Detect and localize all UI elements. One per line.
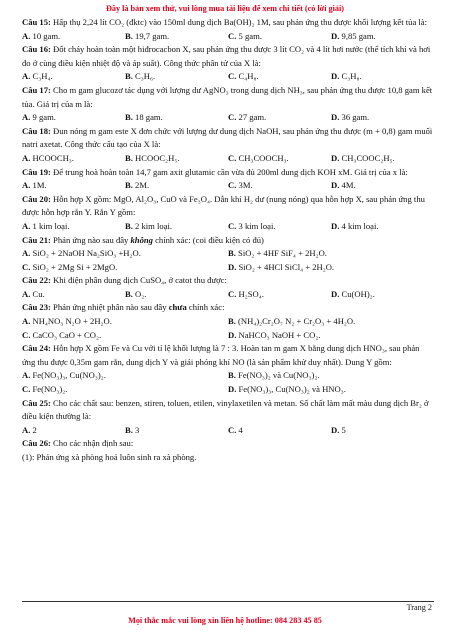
option-c: C. Fe(NO₃)₂.	[22, 384, 68, 395]
options-row	[22, 179, 434, 193]
options-row	[22, 247, 434, 261]
option-b: B. (NH₄)₂Cr₂O₇ N₂ + Cr₂O₃ + 4H₂O.	[228, 316, 356, 327]
option-b: B. HCOOC₂H₅.	[125, 152, 180, 163]
option-b: B. 2 kim loại.	[125, 220, 173, 231]
option-d: D. 36 gam.	[331, 112, 370, 123]
question-16	[22, 43, 434, 70]
options-row	[22, 220, 434, 234]
question-number: Câu 15:	[22, 17, 51, 27]
question-number: Câu 21:	[22, 234, 51, 245]
option-d: D. SiO₂ + 4HCl SiCl₄ + 2H₂O.	[228, 261, 335, 272]
question-number: Câu 16:	[22, 44, 51, 55]
emphasis-word: chưa	[168, 302, 187, 313]
question-number: Câu 26:	[22, 438, 51, 449]
document-body	[22, 16, 434, 465]
page-number: Trang 2	[406, 603, 432, 612]
options-row	[22, 329, 434, 343]
question-21: Câu 21: Phản ứng nào sau đây không chính xác: (coi điều kiện có đủ)	[22, 234, 264, 245]
options-row	[22, 424, 434, 438]
option-a: A. Cu.	[22, 288, 45, 299]
question-text: Hỗn hợp X gồm: MgO, Al₂O₃, CuO và Fe₃O₄. Dẫn khí H₂ dư (nung nóng) qua hỗn hợp X, sau phản ứng thu được hỗn hợp rắn Y. Rắn Y gồm:	[22, 193, 425, 218]
option-b: B. O₂.	[125, 288, 147, 299]
footer-banner: Mọi thắc mắc vui lòng xin liên hệ hotline: 084 283 45 85	[128, 616, 322, 625]
option-a: A. C₃H₄.	[22, 71, 53, 82]
option-a: A. NH₄NO₃ N₂O + 2H₂O.	[22, 316, 112, 327]
footer-divider	[22, 601, 434, 602]
option-d: D. C₃H₈.	[331, 71, 362, 82]
question-text: Cho các nhận định sau:	[53, 438, 134, 449]
option-c: C. SiO₂ + 2Mg Si + 2MgO.	[22, 261, 118, 272]
option-c: C. 27 gam.	[228, 112, 267, 123]
option-c: C. 4	[228, 424, 243, 435]
question-text: Đun nóng m gam este X đơn chức với lượng dư dung dịch NaOH, sau phản ứng thu được (m + 0,8) gam muối natri axetat. Công thức cấu tạo của X là:	[22, 125, 433, 150]
options-row	[22, 261, 434, 275]
option-c: C. CaCO₃ CaO + CO₂.	[22, 329, 102, 340]
option-b: B. 3	[125, 424, 140, 435]
option-a: A. 10 gam.	[22, 30, 61, 41]
options-row	[22, 288, 434, 302]
header-banner: Đây là bản xem thử, vui lòng mua tài liệu để xem chi tiết (có lời giải)	[105, 4, 344, 13]
question-number: Câu 20:	[22, 193, 51, 204]
question-text: Cho m gam glucozơ tác dụng với lượng dư AgNO₃ trong dung dịch NH₃, sau phản ứng thu được 10,8 gam kết tủa. Giá trị của m là:	[22, 84, 433, 109]
question-18	[22, 125, 434, 152]
option-b: B. C₃H₆.	[125, 71, 156, 82]
question-number: Câu 22:	[22, 275, 51, 286]
question-text: Đốt cháy hoàn toàn một hiđrocacbon X, sau phản ứng thu được 3 lít CO₂ và 4 lít hơi nước (thể tích khí và hơi đo ở cùng điều kiện nhiệt độ và áp suất). Công thức phân tử của X là:	[22, 44, 431, 68]
question-number: Câu 19:	[22, 166, 51, 177]
options-row	[22, 70, 434, 84]
option-c: C. H₂SO₄.	[228, 288, 264, 299]
options-row	[22, 369, 434, 383]
option-d: D. Fe(NO₃)₃, Cu(NO₃)₂ và HNO₃.	[228, 384, 346, 395]
question-text: Để trung hoà hoàn toàn 14,7 gam axit glutamic cần vừa đủ 200ml dung dịch KOH xM. Giá trị của x là:	[53, 166, 408, 177]
question-text: Hấp thụ 2,24 lít CO₂ (đktc) vào 150ml dung dịch Ba(OH)₂ 1M, sau phản ứng thu được khối lượng kết tủa là:	[53, 17, 427, 27]
option-c: C. 3 kim loại.	[228, 220, 276, 231]
option-d: D. 9,85 gam.	[331, 30, 376, 41]
question-25	[22, 397, 434, 424]
options-row	[22, 315, 434, 329]
question-22	[22, 274, 434, 288]
option-a: A. SiO₂ + 2NaOH Na₂SiO₃ +H₂O.	[22, 248, 141, 259]
option-a: A. 9 gam.	[22, 112, 56, 123]
option-a: A. Fe(NO₃)₃, Cu(NO₃)₂.	[22, 370, 106, 381]
question-26	[22, 437, 434, 451]
option-a: A. 2	[22, 424, 37, 435]
option-b: B. 19,7 gam.	[125, 30, 170, 41]
options-row	[22, 111, 434, 125]
option-b: B. 2M.	[125, 180, 150, 191]
question-23: Câu 23: Phản ứng nhiệt phân nào sau đây chưa chính xác:	[22, 302, 225, 313]
option-c: C. CH₃COOCH₃.	[228, 152, 289, 163]
question-number: Câu 17:	[22, 84, 51, 95]
question-number: Câu 24:	[22, 343, 51, 354]
options-row	[22, 383, 434, 397]
option-b: B. 18 gam.	[125, 112, 163, 123]
option-d: D. 4M.	[331, 180, 356, 191]
emphasis-word: không	[130, 234, 153, 245]
question-15	[22, 16, 434, 30]
option-a: A. HCOOCH₃.	[22, 152, 74, 163]
question-number: Câu 18:	[22, 125, 51, 136]
option-d: D. 5	[331, 424, 346, 435]
option-c: C. 3M.	[228, 180, 253, 191]
question-text: Khi điện phân dung dịch CuSO₄, ở catot thu được:	[53, 275, 227, 286]
option-d: D. NaHCO₃ NaOH + CO₂.	[228, 329, 321, 340]
option-a: A. 1M.	[22, 180, 47, 191]
question-number: Câu 25:	[22, 397, 51, 408]
option-d: D. CH₃COOC₂H₅.	[331, 152, 395, 163]
statement-item: (1): Phản ứng xà phòng hoá luôn sinh ra xà phòng.	[22, 452, 197, 462]
question-text: Hỗn hợp X gồm Fe và Cu với tỉ lệ khối lượng là 7 : 3. Hoàn tan m gam X bằng dung dịch HNO₃, sau phản ứng thu được 0,35m gam rắn, dung dịch Y và giải phóng khí NO (là sản phẩm khử duy nhất). Dung Y gồm:	[22, 343, 420, 367]
option-d: D. Cu(OH)₂.	[331, 288, 375, 299]
options-row	[22, 30, 434, 44]
option-d: D. 4 kim loại.	[331, 220, 379, 231]
option-b: B. Fe(NO₃)₂ và Cu(NO₃)₂.	[228, 370, 320, 381]
question-number: Câu 23:	[22, 302, 51, 313]
question-24	[22, 342, 434, 369]
options-row	[22, 152, 434, 166]
option-b: B. SiO₂ + 4HF SiF₄ + 2H₂O.	[228, 248, 327, 259]
option-a: A. 1 kim loại.	[22, 220, 70, 231]
option-c: C. 5 gam.	[228, 30, 262, 41]
question-17	[22, 84, 434, 111]
question-20	[22, 193, 434, 220]
question-text: Cho các chất sau: benzen, stiren, toluen, etilen, vinylaxetilen và metan. Số chất làm mất màu dung dịch Br₂ ở điều kiện thường là:	[22, 397, 429, 422]
question-19	[22, 166, 434, 180]
option-c: C. C₄H₈.	[228, 71, 259, 82]
